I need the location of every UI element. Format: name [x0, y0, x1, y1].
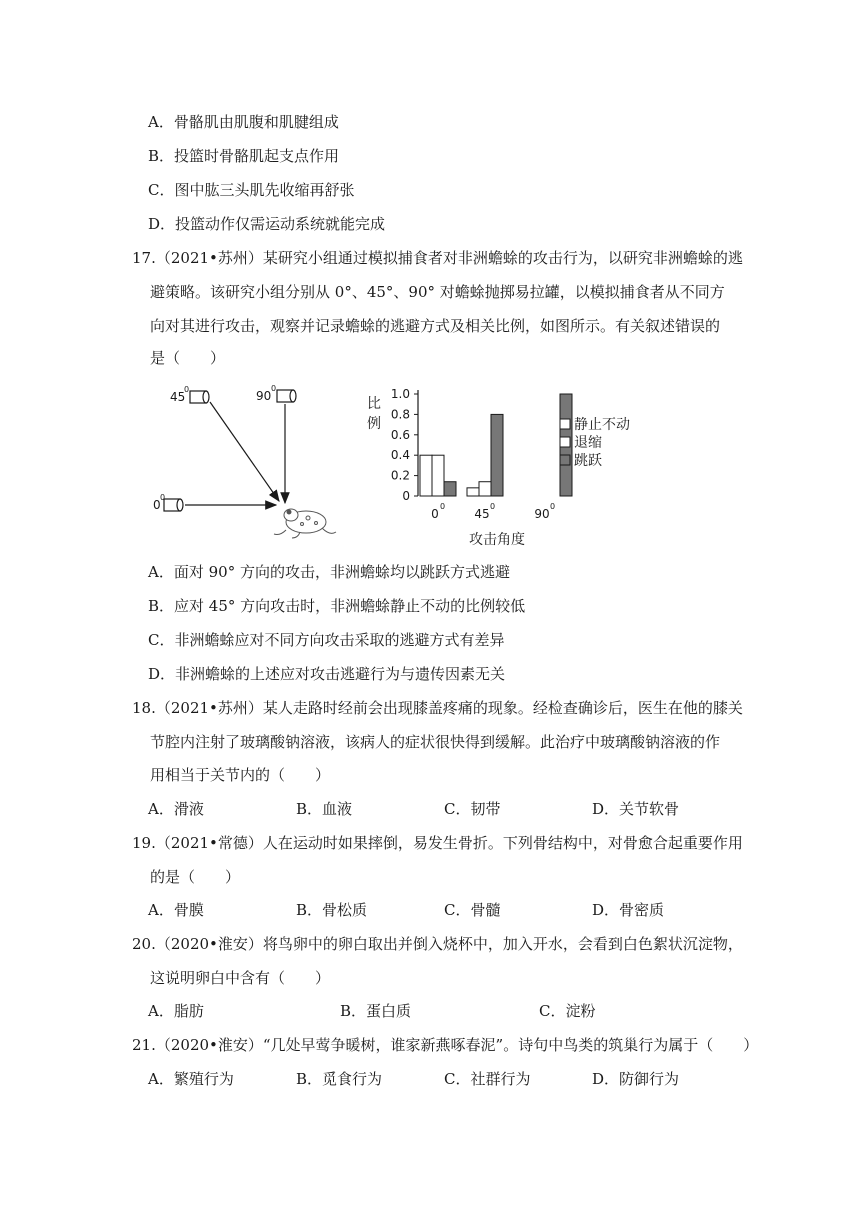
y-axis-label-char-2: 例 — [367, 416, 381, 432]
q17-stem-line-3: 向对其进行攻击，观察并记录蟾蜍的逃避方式及相关比例，如图所示。有关叙述错误的 — [150, 317, 721, 335]
q18-stem-line-2: 节腔内注射了玻璃酸钠溶液，该病人的症状很快得到缓解。此治疗中玻璃酸钠溶液的作 — [150, 733, 721, 751]
q17-option-b: B．应对 45° 方向攻击时，非洲蟾蜍静止不动的比例较低 — [148, 597, 526, 615]
q19-stem-line-2: 的是（ ） — [150, 868, 241, 886]
legend-label: 退缩 — [574, 435, 602, 451]
x-tick-label: 0 — [431, 507, 439, 521]
bar-跳跃-0 — [444, 482, 456, 496]
angle-degree-90: 0 — [271, 384, 277, 393]
q21-stem-line-1: 21.（2020•淮安）“几处早莺争暖树，谁家新燕啄春泥”。诗句中鸟类的筑巢行为属于（ ） — [132, 1036, 759, 1054]
arrow-45 — [210, 402, 279, 501]
x-axis-label: 攻击角度 — [469, 532, 525, 548]
q18-option-d: D．关节软骨 — [592, 800, 680, 818]
q19-option-d: D．骨密质 — [592, 901, 665, 919]
y-tick-label: 1.0 — [390, 387, 410, 401]
q18-stem-line-3: 用相当于关节内的（ ） — [150, 766, 331, 784]
q19-option-a: A．骨膜 — [148, 901, 204, 919]
option-c: C．图中肱三头肌先收缩再舒张 — [148, 181, 355, 199]
y-tick-label: 0.2 — [390, 468, 410, 483]
can-45-icon — [190, 391, 209, 403]
q17-option-a: A．面对 90° 方向的攻击，非洲蟾蜍均以跳跃方式逃避 — [148, 563, 510, 581]
q21-option-a: A．繁殖行为 — [148, 1070, 234, 1088]
q17-stem-line-1: 17.（2021•苏州）某研究小组通过模拟捕食者对非洲蟾蜍的攻击行为，以研究非洲蟾蜍的逃 — [132, 249, 743, 267]
y-tick-label: 0 — [402, 489, 410, 503]
q19-option-b: B．骨松质 — [296, 901, 368, 919]
bar-退缩-0 — [432, 455, 444, 496]
q19-stem-line-1: 19.（2021•常德）人在运动时如果摔倒，易发生骨折。下列骨结构中，对骨愈合起重要作用 — [132, 834, 743, 852]
y-tick-label: 0.4 — [390, 448, 410, 463]
q20-option-b: B．蛋白质 — [340, 1002, 412, 1020]
angle-label-0: 0 — [153, 498, 161, 512]
angle-label-90: 90 — [256, 389, 272, 403]
bar-静止不动-0 — [420, 455, 432, 496]
q18-option-c: C．韧带 — [444, 800, 501, 818]
can-90-icon — [277, 390, 296, 402]
angle-degree-0: 0 — [160, 493, 166, 502]
q20-option-a: A．脂肪 — [148, 1002, 204, 1020]
can-0-icon — [164, 499, 183, 511]
x-tick-label: 90 — [534, 507, 550, 521]
x-tick-degree: 0 — [550, 502, 556, 511]
q21-option-c: C．社群行为 — [444, 1070, 531, 1088]
option-d: D．投篮动作仅需运动系统就能完成 — [148, 215, 386, 233]
q18-stem-line-1: 18.（2021•苏州）某人走路时经前会出现膝盖疼痛的现象。经检查确诊后，医生在他的膝关 — [132, 699, 743, 717]
x-tick-degree: 0 — [440, 502, 446, 511]
x-tick-degree: 0 — [490, 502, 496, 511]
q18-option-b: B．血液 — [296, 800, 353, 818]
legend-swatch — [560, 455, 570, 465]
q17-stem-line-2: 避策略。该研究小组分别从 0°、45°、90° 对蟾蜍抛掷易拉罐，以模拟捕食者从不同方 — [150, 283, 725, 301]
q19-option-c: C．骨髓 — [444, 901, 501, 919]
y-axis-label-char-1: 比 — [367, 396, 381, 412]
q17-option-d: D．非洲蟾蜍的上述应对攻击逃避行为与遗传因素无关 — [148, 665, 506, 683]
bar-静止不动-45 — [467, 488, 479, 496]
q21-option-d: D．防御行为 — [592, 1070, 680, 1088]
q20-stem-line-2: 这说明卵白中含有（ ） — [150, 969, 331, 987]
bar-退缩-45 — [479, 482, 491, 496]
bar-chart — [367, 387, 630, 548]
x-tick-label: 45 — [474, 507, 490, 521]
option-a: A．骨骼肌由肌腹和肌腱组成 — [148, 113, 339, 131]
angle-degree-45: 0 — [184, 385, 190, 394]
toad-icon — [274, 509, 336, 538]
q20-stem-line-1: 20.（2020•淮安）将鸟卵中的卵白取出并倒入烧杯中，加入开水，会看到白色絮状沉淀物， — [132, 935, 743, 953]
q18-option-a: A．滑液 — [148, 800, 204, 818]
option-b: B．投篮时骨骼肌起支点作用 — [148, 147, 340, 165]
bar-跳跃-45 — [491, 414, 503, 496]
y-tick-label: 0.6 — [390, 427, 410, 442]
legend-label: 静止不动 — [574, 417, 630, 433]
q17-option-c: C．非洲蟾蜍应对不同方向攻击采取的逃避方式有差异 — [148, 631, 505, 649]
legend-swatch — [560, 437, 570, 447]
attack-diagram — [153, 384, 336, 538]
q17-stem-line-4: 是（ ） — [150, 349, 226, 367]
legend-label: 跳跃 — [574, 453, 602, 469]
q17-figure — [140, 378, 660, 550]
q20-option-c: C．淀粉 — [539, 1002, 596, 1020]
legend-swatch — [560, 419, 570, 429]
angle-label-45: 45 — [170, 390, 186, 404]
q21-option-b: B．觅食行为 — [296, 1070, 383, 1088]
y-tick-label: 0.8 — [390, 407, 410, 422]
